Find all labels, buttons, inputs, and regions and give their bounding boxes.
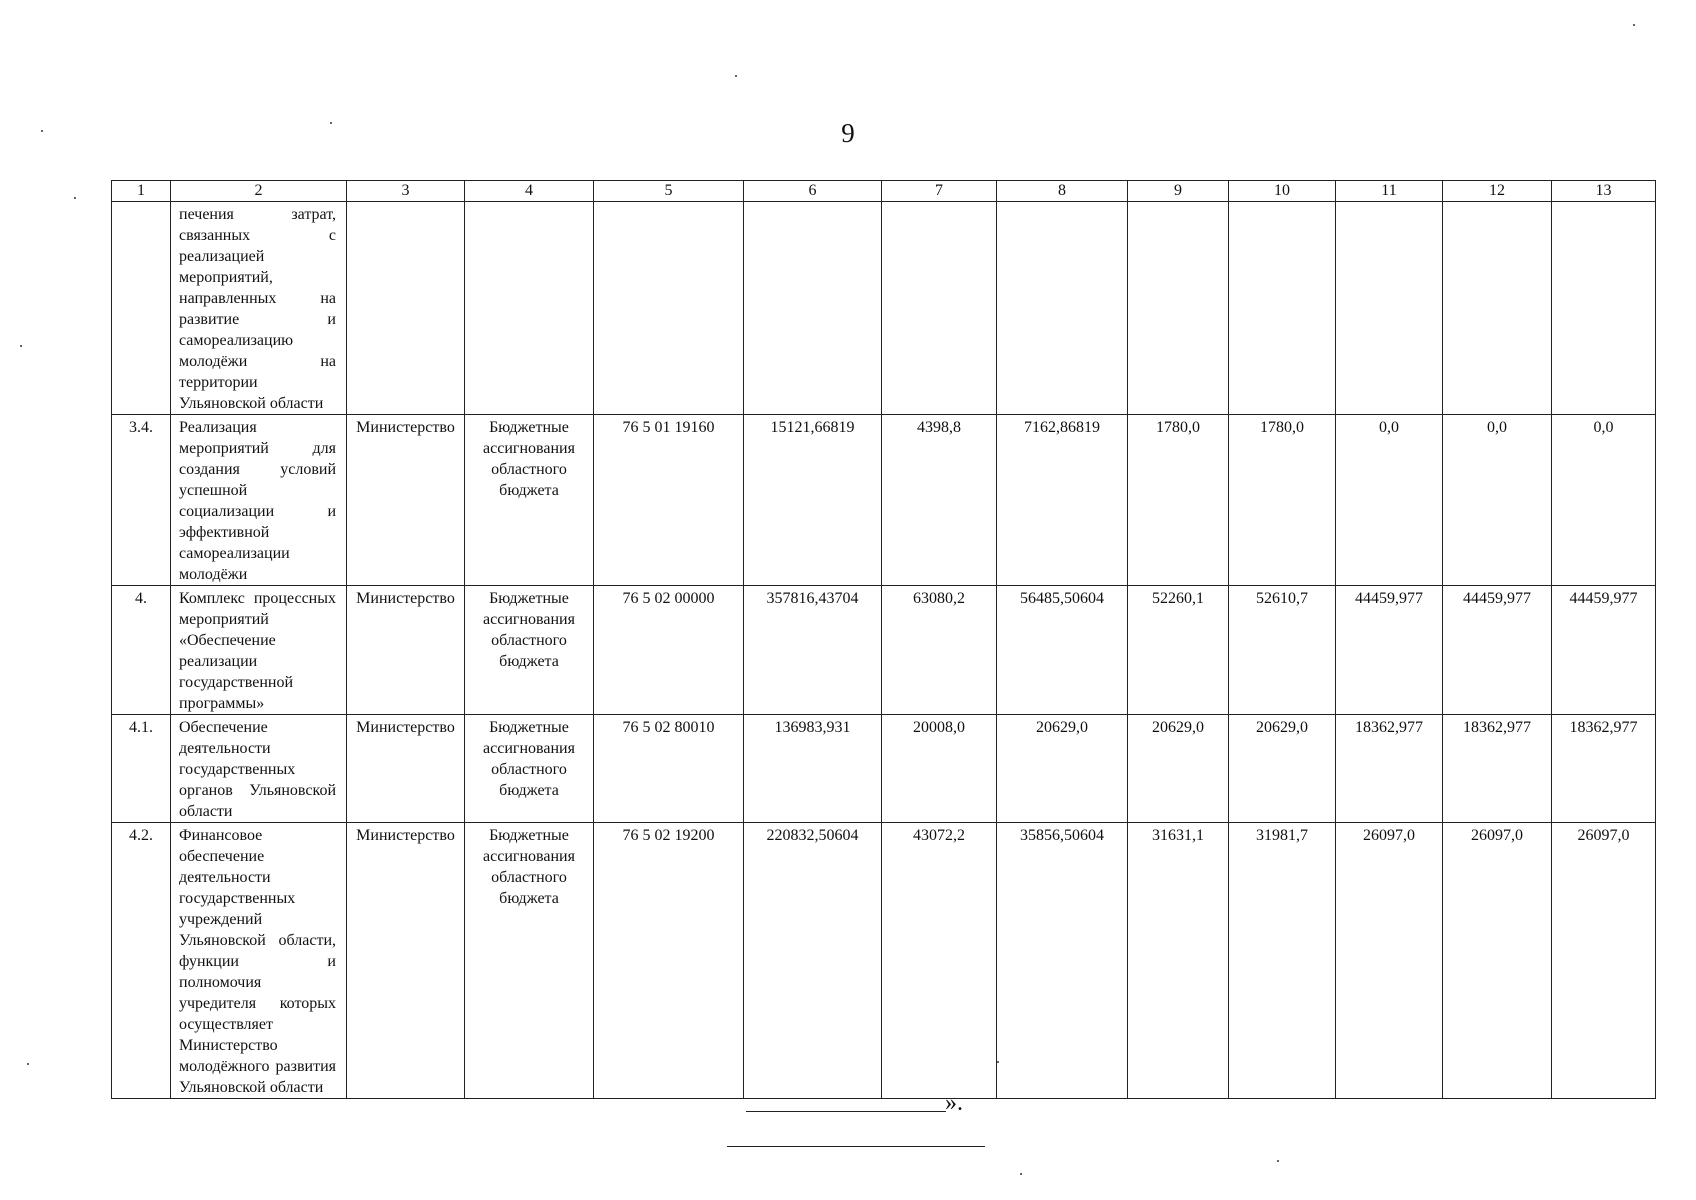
- year-amount-cell: 26097,0: [1443, 823, 1552, 1099]
- year-amount-cell: 35856,50604: [997, 823, 1128, 1099]
- year-amount-cell: 0,0: [1552, 415, 1656, 586]
- budget-code-cell: 76 5 02 19200: [594, 823, 744, 1099]
- column-number-cell: 12: [1443, 181, 1552, 202]
- year-amount-cell: 44459,977: [1336, 586, 1443, 715]
- total-amount-cell: 220832,50604: [744, 823, 882, 1099]
- year-amount-cell: 1780,0: [1229, 415, 1336, 586]
- page-number: 9: [841, 118, 855, 148]
- scan-speck: [27, 1063, 29, 1065]
- year-amount-cell: [1128, 202, 1229, 415]
- activity-name-cell: Комплекс процессных мероприятий «Обеспечение реализации государственной программы»: [171, 586, 347, 715]
- year-amount-cell: 1780,0: [1128, 415, 1229, 586]
- column-number-cell: 6: [744, 181, 882, 202]
- year-amount-cell: [997, 202, 1128, 415]
- year-amount-cell: 0,0: [1336, 415, 1443, 586]
- year-amount-cell: 56485,50604: [997, 586, 1128, 715]
- scan-speck: [1633, 24, 1635, 26]
- column-number-cell: 10: [1229, 181, 1336, 202]
- year-amount-cell: 26097,0: [1552, 823, 1656, 1099]
- year-amount-cell: 44459,977: [1552, 586, 1656, 715]
- year-amount-cell: 20629,0: [1128, 715, 1229, 823]
- budget-code-cell: 76 5 02 00000: [594, 586, 744, 715]
- column-number-cell: 5: [594, 181, 744, 202]
- scan-speck: [20, 345, 22, 347]
- year-amount-cell: 4398,8: [882, 415, 997, 586]
- year-amount-cell: 31631,1: [1128, 823, 1229, 1099]
- total-amount-cell: 136983,931: [744, 715, 882, 823]
- column-number-cell: 4: [465, 181, 594, 202]
- budget-code-cell: 76 5 02 80010: [594, 715, 744, 823]
- scan-speck: [74, 197, 76, 199]
- activity-name-cell: Реализация мероприятий для создания условий успешной социализации и эффективной самореализации молодёжи: [171, 415, 347, 586]
- year-amount-cell: 26097,0: [1336, 823, 1443, 1099]
- year-amount-cell: 31981,7: [1229, 823, 1336, 1099]
- row-number-cell: 4.: [112, 586, 171, 715]
- funding-source-cell: Бюджетные ассигнования областного бюджета: [465, 415, 594, 586]
- year-amount-cell: 44459,977: [1443, 586, 1552, 715]
- year-amount-cell: 43072,2: [882, 823, 997, 1099]
- column-number-cell: 3: [347, 181, 465, 202]
- column-number-cell: 9: [1128, 181, 1229, 202]
- column-number-cell: 2: [171, 181, 347, 202]
- scan-speck: [1277, 1160, 1279, 1162]
- separator-line: [727, 1146, 985, 1147]
- column-number-cell: 11: [1336, 181, 1443, 202]
- signature-line: [746, 1111, 946, 1112]
- year-amount-cell: 18362,977: [1336, 715, 1443, 823]
- scan-speck: [1020, 1173, 1022, 1175]
- year-amount-cell: 18362,977: [1552, 715, 1656, 823]
- row-number-cell: [112, 202, 171, 415]
- year-amount-cell: [1336, 202, 1443, 415]
- activity-name-cell: Обеспечение деятельности государственных органов Ульяновской области: [171, 715, 347, 823]
- executor-cell: [347, 202, 465, 415]
- row-number-cell: 4.1.: [112, 715, 171, 823]
- funding-source-cell: [465, 202, 594, 415]
- funding-source-cell: Бюджетные ассигнования областного бюджета: [465, 715, 594, 823]
- scan-speck: [735, 75, 737, 77]
- executor-cell: Министерство: [347, 715, 465, 823]
- total-amount-cell: 357816,43704: [744, 586, 882, 715]
- executor-cell: Министерство: [347, 586, 465, 715]
- activity-name-cell: печения затрат, связанных с реализацией мероприятий, направленных на развитие и самореализацию молодёжи на территории Ульяновской области: [171, 202, 347, 415]
- column-number-cell: 1: [112, 181, 171, 202]
- budget-table: [111, 180, 1656, 1099]
- year-amount-cell: 52260,1: [1128, 586, 1229, 715]
- year-amount-cell: [882, 202, 997, 415]
- scan-speck: [330, 122, 332, 124]
- closing-quote: ».: [945, 1090, 963, 1116]
- column-number-cell: 13: [1552, 181, 1656, 202]
- column-number-cell: 7: [882, 181, 997, 202]
- funding-source-cell: Бюджетные ассигнования областного бюджета: [465, 586, 594, 715]
- budget-code-cell: 76 5 01 19160: [594, 415, 744, 586]
- table-row: [112, 715, 1656, 823]
- year-amount-cell: 20008,0: [882, 715, 997, 823]
- budget-code-cell: [594, 202, 744, 415]
- row-number-cell: 3.4.: [112, 415, 171, 586]
- total-amount-cell: [744, 202, 882, 415]
- funding-source-cell: Бюджетные ассигнования областного бюджета: [465, 823, 594, 1099]
- column-number-cell: 8: [997, 181, 1128, 202]
- year-amount-cell: 18362,977: [1443, 715, 1552, 823]
- table-row: [112, 202, 1656, 415]
- activity-name-cell: Финансовое обеспечение деятельности государственных учреждений Ульяновской области, функции и полномочия учредителя которых осуществляет Министерство молодёжного развития Ульяновской области: [171, 823, 347, 1099]
- row-number-cell: 4.2.: [112, 823, 171, 1099]
- total-amount-cell: 15121,66819: [744, 415, 882, 586]
- year-amount-cell: [1443, 202, 1552, 415]
- scan-speck: [41, 130, 43, 132]
- table-row: [112, 415, 1656, 586]
- year-amount-cell: 52610,7: [1229, 586, 1336, 715]
- year-amount-cell: [1552, 202, 1656, 415]
- year-amount-cell: [1229, 202, 1336, 415]
- executor-cell: Министерство: [347, 823, 465, 1099]
- column-number-row: [112, 181, 1656, 202]
- year-amount-cell: 7162,86819: [997, 415, 1128, 586]
- scan-speck: [997, 1061, 999, 1063]
- table-row: [112, 586, 1656, 715]
- year-amount-cell: 63080,2: [882, 586, 997, 715]
- year-amount-cell: 20629,0: [997, 715, 1128, 823]
- year-amount-cell: 0,0: [1443, 415, 1552, 586]
- table-row: [112, 823, 1656, 1099]
- year-amount-cell: 20629,0: [1229, 715, 1336, 823]
- executor-cell: Министерство: [347, 415, 465, 586]
